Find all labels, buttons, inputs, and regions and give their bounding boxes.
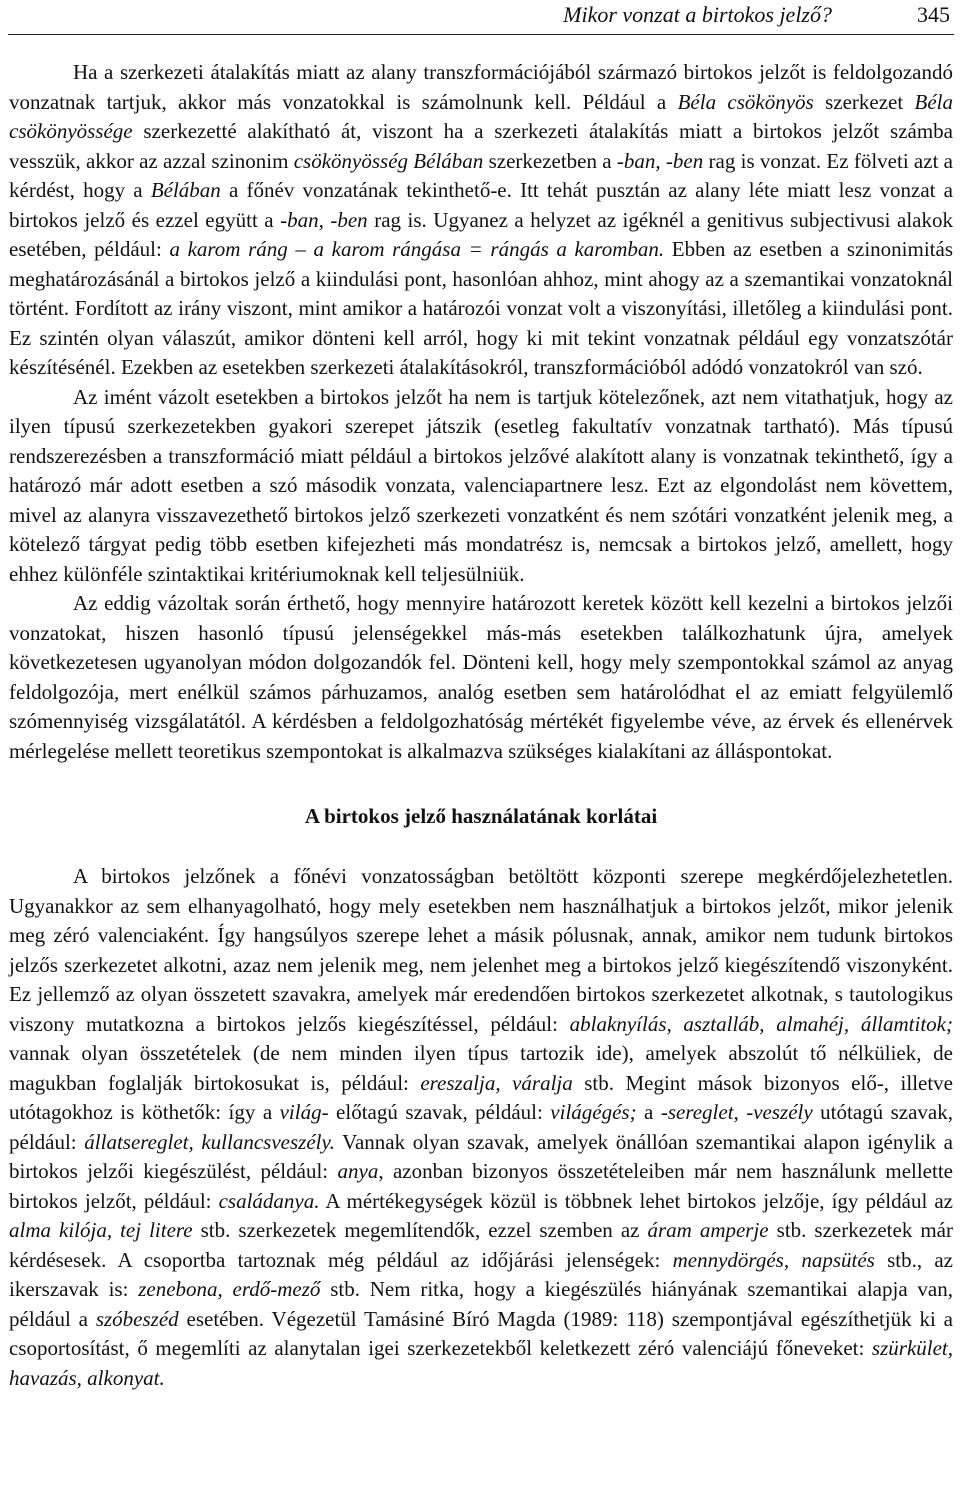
text-run: stb. Nem ritka, hogy a kiegészülés hiányának szemantikai alapja van, például a — [9, 1277, 953, 1331]
text-run: stb., az ikerszavak is: — [9, 1247, 953, 1301]
italic-text-run: világégés; — [550, 1100, 637, 1124]
text-run: Ebben az esetben a szinonimitás meghatározásánál a birtokos jelző a kiindulási pont, hasonlóan ahhoz, mint ahogy az a szemantikai vonzatoknál történt. Fordított az irány viszont, mint amikor a határozói vonzat volt a viszonyítási, illetőleg a kiindulási pont. Ez szintén olyan válaszút, amikor dönteni kell arról, hogy ki mit tekint vonzatnak például egy vonzatszótár készítésénél. Ezekben az esetekben szerkezeti átalakításokról, transzformációból adódó vonzatokról van szó. — [9, 237, 953, 379]
body-paragraph — [9, 862, 953, 1393]
italic-text-run: a karom ráng – a karom rángása = rángás a karomban. — [169, 237, 665, 261]
italic-text-run: mennydörgés, napsütés — [672, 1247, 875, 1272]
italic-text-run: anya — [337, 1159, 379, 1183]
text-run: szerkezetben a — [483, 148, 617, 173]
italic-text-run: Béla csökönyös — [677, 89, 814, 114]
body-paragraph — [9, 589, 953, 766]
italic-text-run: világ- — [279, 1100, 329, 1124]
text-run: stb. Megint mások bizonyos elő-, illetve utótagokhoz is köthetők: így a — [9, 1070, 953, 1124]
italic-text-run: szürkület, havazás, alkonyat. — [9, 1336, 953, 1390]
section-heading: A birtokos jelző használatának korlátai — [304, 804, 658, 828]
text-run: előtagú szavak, például: — [328, 1100, 551, 1124]
italic-text-run: állatsereglet, kullancsveszély. — [84, 1129, 335, 1154]
text-run: a főnév vonzatának tekinthető-e. Itt tehát pusztán az alany léte miatt lesz vonzat a birtokos jelző és ezzel együtt a — [9, 178, 953, 232]
text-run: vannak olyan összetételek (de nem minden ilyen típus tartozik ide), amelyek abszolút tő nélküliek, de magukban foglalják birtokosukat is, például: — [9, 1041, 953, 1095]
text-run: Az imént vázolt esetekben a birtokos jelzőt ha nem is tartjuk kötelezőnek, azt nem vitathatjuk, hogy az ilyen típusú szerkezetekben gyakori szerepet játszik (esetleg fakultatív vonzatnak tartható). Más típusú rendszerezésben a transzformáció miatt például a birtokos jelzővé alakított alany is vonzatnak tekinthető, így a határozó már adott esetben a szó második vonzata, valenciapartnere lesz. Ezt az elgondolást nem követtem, mivel az alanyra visszavezethető birtokos jelző szerkezeti vonzatként és nem szótári vonzatként jelenik meg, a kötelező tárgyat pedig több esetben kifejezheti más mondatrész is, nemcsak a birtokos jelző, amellett, hogy ehhez különféle szintaktikai kritériumoknak kell teljesülniük. — [9, 384, 953, 586]
italic-text-run: Béla csökönyössége — [9, 89, 954, 143]
text-run: szerkezetté alakítható át, viszont ha a szerkezeti átalakítás miatt a birtokos jelzőt számba vesszük, akkor az azzal szinonim — [9, 119, 953, 173]
italic-text-run: csökönyösség Bélában — [293, 148, 484, 173]
italic-text-run: szóbeszéd — [95, 1306, 179, 1331]
text-run: a — [636, 1100, 661, 1124]
text-run: A mértékegységek közül is többnek lehet birtokos jelzője, így például az — [319, 1188, 954, 1213]
italic-text-run: -ban, -ben — [616, 148, 704, 173]
text-run: stb. szerkezetek már kérdésesek. A csoportba tartoznak még például az időjárási jelenségek: — [9, 1218, 953, 1272]
body-paragraph — [9, 58, 953, 383]
text-run: Az eddig vázoltak során érthető, hogy mennyire határozott keretek között kell kezelni a birtokos jelzői vonzatokat, hiszen hasonló típusú jelenségekkel más-más esetekben találkozhatunk újra, amelyek következetesen ugyanolyan módon dolgozandók fel. Dönteni kell, hogy mely szempontokkal számol az anyag feldolgozója, mert enélkül számos párhuzamos, analóg esetben sem határolódhat el az emiatt felgyülemlő szómennyiség vizsgálatától. A kérdésben a feldolgozhatóság mértékét figyelembe véve, az érvek és ellenérvek mérlegelése mellett teoretikus szempontokat is alkalmazva szükséges kialakítani az álláspontokat. — [9, 591, 953, 763]
italic-text-run: áram amperje — [647, 1218, 769, 1242]
italic-text-run: -sereglet, -veszély — [660, 1100, 813, 1124]
running-title: Mikor vonzat a birtokos jelző? — [563, 2, 832, 27]
text-run: szerkezet — [813, 89, 915, 114]
text-run: esetében. Végezetül Tamásiné Bíró Magda (1989: 118) szempontjával egészíthetjük ki a csoportosítást, ő megemlíti az alanytalan igei szerkezetekből keletkezett zéró valenciájú főneveket: — [9, 1306, 953, 1360]
body-paragraph — [9, 383, 953, 590]
italic-text-run: alma kilója, tej litere — [9, 1218, 193, 1242]
page-number: 345 — [917, 2, 950, 27]
running-header — [8, 0, 954, 35]
text-run: , azonban bizonyos összetételeiben már nem használunk mellette birtokos jelzőt, például: — [9, 1159, 953, 1213]
text-run: Vannak olyan szavak, amelyek önállóan szemantikai alapon igénylik a birtokos jelzői kiegészülést, például: — [9, 1129, 953, 1183]
italic-text-run: zenebona, erdő-mező — [138, 1277, 321, 1301]
text-run: utótagú szavak, például: — [9, 1100, 954, 1154]
italic-text-run: Bélában — [150, 178, 221, 202]
italic-text-run: családanya. — [218, 1188, 320, 1213]
italic-text-run: ereszalja, váralja — [420, 1070, 573, 1095]
text-run: rag is. Ugyanez a helyzet az igéknél a genitivus subjectivusi alakok esetében, például: — [9, 207, 953, 261]
text-run: A birtokos jelzőnek a főnévi vonzatosságban betöltött központi szerepe megkérdőjelezhetetlen. Ugyanakkor az sem elhanyagolható, hogy mely esetekben nem használhatjuk a birtokos jelzőt, mikor jelenik meg zéró valenciaként. Így hangsúlyos szerepe lehet a másik pólusnak, annak, amikor nem tudunk birtokos jelzős szerkezetet alkotni, azaz nem jelenik meg, nem jelenhet meg a birtokos jelző kiegészítendő viszonyként. Ez jellemző az olyan összetett szavakra, amelyek már eredendően birtokos szerkezetet alkotnak, s tautologikus viszony mutatkozna a birtokos jelzős kiegészítéssel, például: — [9, 864, 953, 1036]
page-body — [9, 58, 953, 1393]
italic-text-run: ablaknyílás, asztalláb, almahéj, államtitok; — [569, 1011, 953, 1036]
text-run: rag is vonzat. Ez fölveti azt a kérdést, hogy a — [9, 148, 954, 202]
italic-text-run: -ban, -ben — [280, 207, 368, 232]
text-run: stb. szerkezetek megemlítendők, ezzel szemben az — [192, 1218, 648, 1242]
text-run: Ha a szerkezeti átalakítás miatt az alany transzformációjából származó birtokos jelzőt is feldolgozandó vonzatnak tartjuk, akkor más vonzatokkal is számolnunk kell. Például a — [9, 60, 953, 114]
